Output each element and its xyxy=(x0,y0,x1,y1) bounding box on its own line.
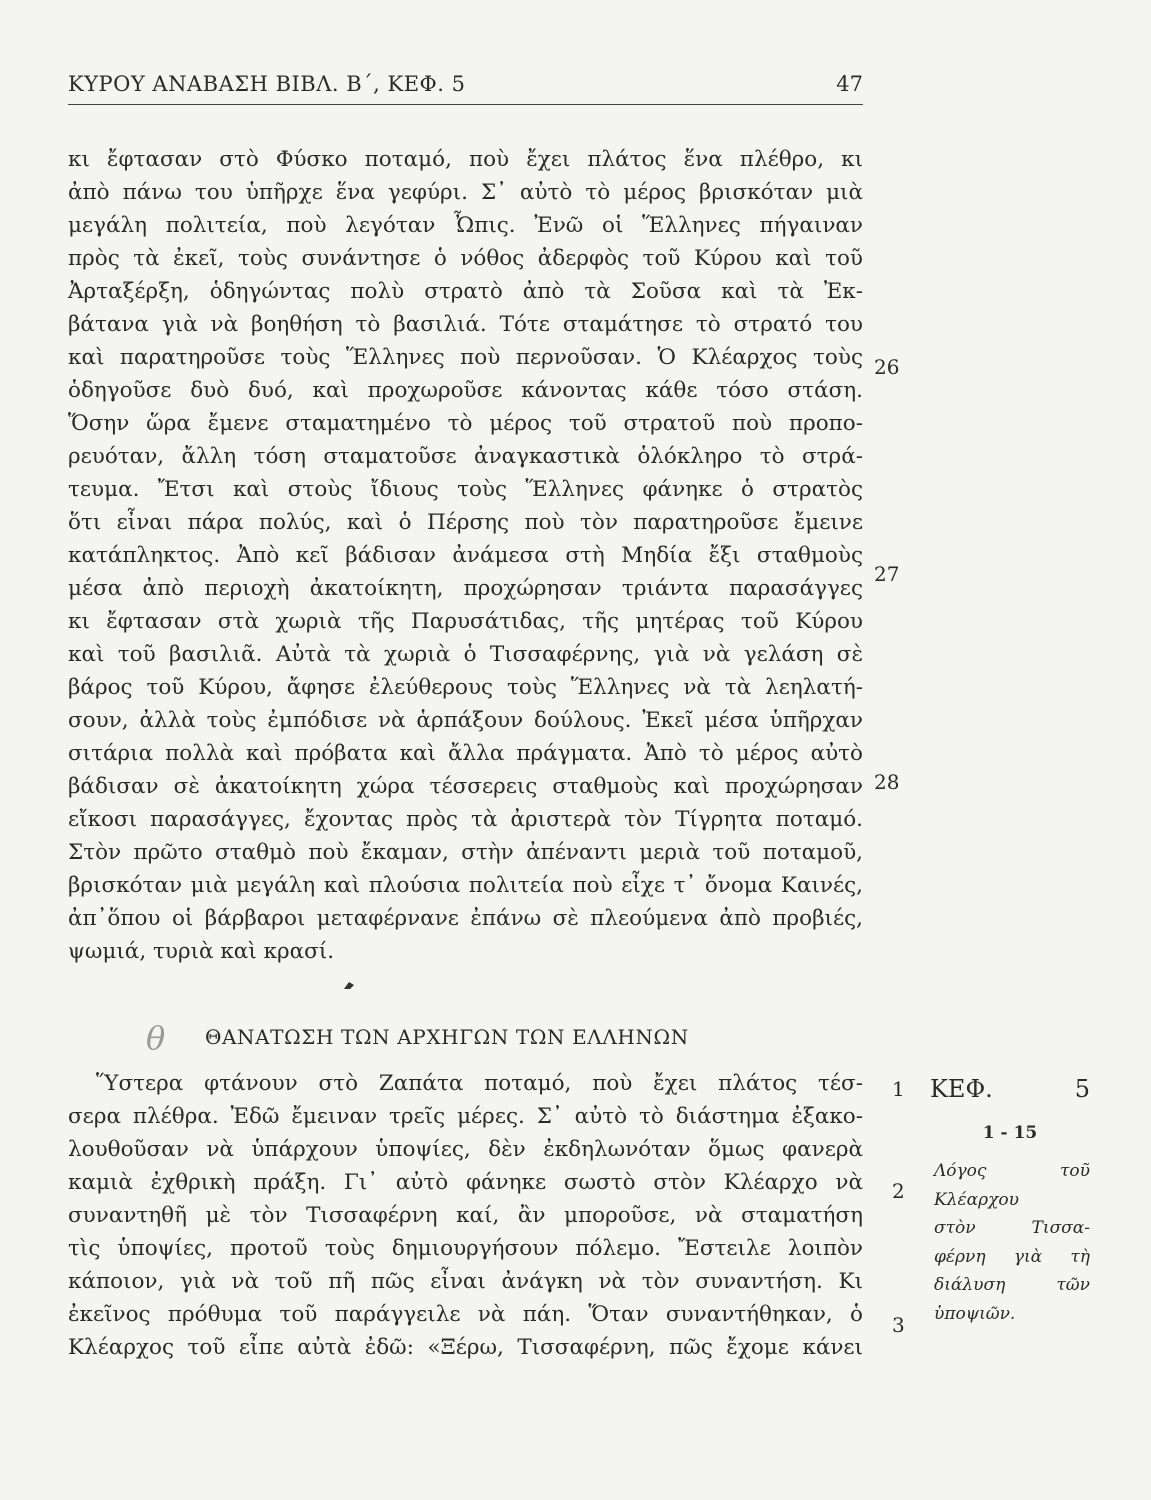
text-line: πρὸς τὰ ἐκεῖ, τοὺς συνάντησε ὁ νόθος ἀδερφὸς τοῦ Κύρου καὶ τοῦ xyxy=(68,246,863,271)
paragraph-margin-number: 27 xyxy=(874,562,900,586)
side-section-range: 1 - 15 xyxy=(982,1123,1038,1143)
summary-line: ὑποψιῶν. xyxy=(934,1303,1016,1324)
side-summary-text xyxy=(934,1157,1090,1328)
text-line: ἀπὸ πάνω του ὑπῆρχε ἕνα γεφύρι. Σ᾿ αὐτὸ τὸ μέρος βρισκόταν μιὰ xyxy=(68,180,863,205)
text-line: καὶ τοῦ βασιλιᾶ. Αὐτὰ τὰ χωριὰ ὁ Τισσαφέρνης, γιὰ νὰ γελάση σὲ xyxy=(68,642,863,667)
text-line: βάρος τοῦ Κύρου, ἄφησε ἐλεύθερους τοὺς Ἕλληνες νὰ τὰ λεηλατή- xyxy=(68,675,863,700)
text-line: Ὅσην ὥρα ἔμενε σταματημένο τὸ μέρος τοῦ στρατοῦ ποὺ προπο- xyxy=(68,411,863,436)
text-line: συναντηθῆ μὲ τὸν Τισσαφέρνη καί, ἂν μποροῦσε, νὰ σταματήση xyxy=(68,1203,863,1228)
text-line: βρισκόταν μιὰ μεγάλη καὶ πλούσια πολιτεία ποὺ εἶχε τ᾿ ὄνομα Καινές, xyxy=(68,873,863,898)
summary-line: διάλυση τῶν xyxy=(934,1275,1090,1295)
section-heading: ΘΑΝΑΤΩΣΗ ΤΩΝ ΑΡΧΗΓΩΝ ΤΩΝ ΕΛΛΗΝΩΝ xyxy=(205,1025,689,1049)
text-line: ψωμιά, τυριὰ καὶ κρασί. xyxy=(68,939,335,964)
text-line: ὁδηγοῦσε δυὸ δυό, καὶ προχωροῦσε κάνοντας κάθε τόσο στάση. xyxy=(68,378,863,403)
text-line: τευμα. Ἔτσι καὶ στοὺς ἴδιους τοὺς Ἕλληνες φάνηκε ὁ στρατὸς xyxy=(68,477,863,502)
text-line: καὶ παρατηροῦσε τοὺς Ἕλληνες ποὺ περνοῦσαν. Ὁ Κλέαρχος τοὺς xyxy=(68,345,863,370)
text-line: τὶς ὑποψίες, προτοῦ τοὺς δημιουργήσουν πόλεμο. Ἔστειλε λοιπὸν xyxy=(68,1236,863,1261)
text-line: σιτάρια πολλὰ καὶ πρόβατα καὶ ἄλλα πράγματα. Ἀπὸ τὸ μέρος αὐτὸ xyxy=(68,741,863,766)
summary-line: φέρνη γιὰ τὴ xyxy=(934,1246,1090,1267)
text-line: βάδισαν σὲ ἀκατοίκητη χώρα τέσσερεις σταθμοὺς καὶ προχώρησαν xyxy=(68,774,863,799)
text-line: κατάπληκτος. Ἀπὸ κεῖ βάδισαν ἀνάμεσα στὴ Μηδία ἔξι σταθμοὺς xyxy=(68,543,863,568)
summary-line: στὸν Τισσα- xyxy=(934,1218,1090,1238)
text-line: ἐκεῖνος πρόθυμα τοῦ παράγγειλε νὰ πάη. Ὅταν συναντήθηκαν, ὁ xyxy=(68,1302,863,1327)
pencil-annotation: θ xyxy=(146,1019,166,1057)
text-line: μεγάλη πολιτεία, ποὺ λεγόταν Ὦπις. Ἐνῶ οἱ Ἕλληνες πήγαιναν xyxy=(68,213,863,238)
text-line: κι ἔφτασαν στὰ χωριὰ τῆς Παρυσάτιδας, τῆς μητέρας τοῦ Κύρου xyxy=(68,609,863,634)
text-line: σερα πλέθρα. Ἐδῶ ἔμειναν τρεῖς μέρες. Σ᾿ αὐτὸ τὸ διάστημα ἐξακο- xyxy=(68,1104,863,1129)
paragraph-margin-number: 28 xyxy=(874,770,900,794)
text-line: μέσα ἀπὸ περιοχὴ ἀκατοίκητη, προχώρησαν τριάντα παρασάγγες xyxy=(68,576,863,601)
summary-line: Κλέαρχου xyxy=(934,1189,1019,1210)
text-line: Ὕστερα φτάνουν στὸ Ζαπάτα ποταμό, ποὺ ἔχει πλάτος τέσ- xyxy=(96,1071,863,1096)
text-line: Στὸν πρῶτο σταθμὸ ποὺ ἔκαμαν, στὴν ἀπέναντι μεριὰ τοῦ ποταμοῦ, xyxy=(68,840,863,865)
paragraph-margin-number: 26 xyxy=(874,355,900,379)
paragraph-margin-number: 2 xyxy=(892,1179,905,1203)
paragraph-2 xyxy=(68,1067,863,1364)
paragraph-1 xyxy=(68,143,863,968)
text-line: ὅτι εἶναι πάρα πολύς, καὶ ὁ Πέρσης ποὺ τὸν παρατηροῦσε ἔμεινε xyxy=(68,510,863,535)
side-chapter-heading xyxy=(930,1075,1090,1109)
text-line: καμιὰ ἐχθρικὴ πράξη. Γι᾿ αὐτὸ φάνηκε σωστὸ στὸν Κλέαρχο νὰ xyxy=(68,1170,863,1195)
page-number: 47 xyxy=(836,72,863,96)
header-rule xyxy=(68,104,863,105)
text-line: Ἀρταξέρξη, ὁδηγώντας πολὺ στρατὸ ἀπὸ τὰ Σοῦσα καὶ τὰ Ἐκ- xyxy=(68,279,863,304)
paragraph-margin-number: 3 xyxy=(892,1313,905,1337)
text-line: βάτανα γιὰ νὰ βοηθήση τὸ βασιλιά. Τότε σταμάτησε τὸ στρατό του xyxy=(68,312,863,337)
ink-smudge-icon xyxy=(343,980,355,990)
page-header xyxy=(68,72,863,102)
running-head: ΚΥΡΟΥ ΑΝΑΒΑΣΗ ΒΙΒΛ. Β΄, ΚΕΦ. 5 xyxy=(68,72,466,96)
text-line: ἀπ᾿ὅπου οἱ βάρβαροι μεταφέρνανε ἐπάνω σὲ πλεούμενα ἀπὸ προβιές, xyxy=(68,906,863,931)
text-line: ρευόταν, ἄλλη τόση σταματοῦσε ἀναγκαστικὰ ὁλόκληρο τὸ στρά- xyxy=(68,444,863,469)
text-line: σουν, ἀλλὰ τοὺς ἐμπόδισε νὰ ἁρπάξουν δούλους. Ἐκεῖ μέσα ὑπῆρχαν xyxy=(68,708,863,733)
paragraph-margin-number: 1 xyxy=(892,1077,905,1101)
text-line: εἴκοσι παρασάγγες, ἔχοντας πρὸς τὰ ἀριστερὰ τὸν Τίγρητα ποταμό. xyxy=(68,807,863,832)
summary-line: Λόγος τοῦ xyxy=(934,1161,1090,1181)
text-line: κι ἔφτασαν στὸ Φύσκο ποταμό, ποὺ ἔχει πλάτος ἕνα πλέθρο, κι xyxy=(68,147,863,172)
text-line: κάποιον, γιὰ νὰ τοῦ πῆ πῶς εἶναι ἀνάγκη νὰ τὸν συναντήση. Κι xyxy=(68,1269,863,1294)
text-line: λουθοῦσαν νὰ ὑπάρχουν ὑποψίες, δὲν ἐκδηλωνόταν ὅμως φανερὰ xyxy=(68,1137,863,1162)
text-line: Κλέαρχος τοῦ εἶπε αὐτὰ ἐδῶ: «Ξέρω, Τισσαφέρνη, πῶς ἔχομε κάνει xyxy=(68,1335,863,1360)
side-chapter-label: ΚΕΦ. xyxy=(930,1075,993,1103)
side-chapter-number: 5 xyxy=(1074,1075,1090,1103)
